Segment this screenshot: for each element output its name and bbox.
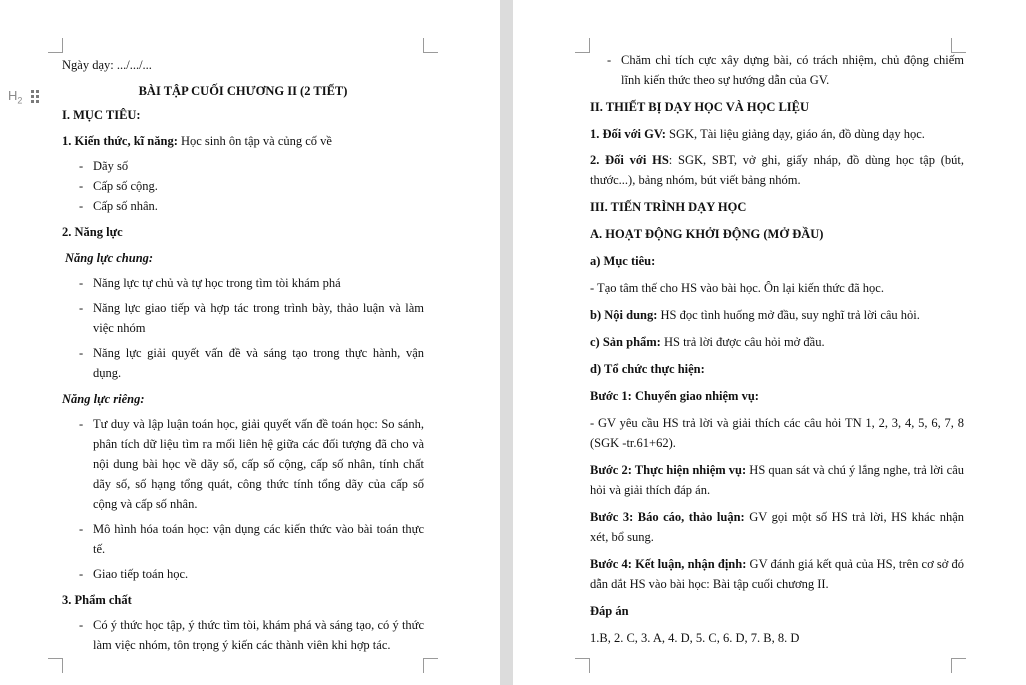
list-item: - Cấp số nhân.: [62, 196, 424, 216]
step-3-label: Bước 3: Báo cáo, thảo luận:: [590, 510, 745, 524]
step-3: [590, 507, 964, 547]
teacher-materials: [590, 124, 964, 144]
heading-letter: H: [8, 88, 18, 103]
section-qualities: 3. Phẩm chất: [62, 593, 132, 607]
answers-heading: Đáp án: [590, 604, 629, 618]
student-materials: [590, 150, 964, 190]
lesson-title: BÀI TẬP CUỐI CHƯƠNG II (2 TIẾT): [138, 84, 348, 98]
heading-style-indicator[interactable]: [8, 89, 22, 108]
date-line: Ngày dạy: .../.../...: [62, 58, 152, 72]
product-c-text: HS trả lời được câu hỏi mở đầu.: [660, 335, 825, 349]
objective-a-text: - Tạo tâm thế cho HS vào bài học. Ôn lại kiến thức đã học.: [590, 281, 884, 295]
section-objectives: I. MỤC TIÊU:: [62, 108, 141, 122]
crop-mark-top-right: [423, 38, 438, 53]
crop-mark-bottom-left: [575, 658, 590, 673]
product-c-label: c) Sản phẩm:: [590, 335, 661, 349]
step-4-label: Bước 4: Kết luận, nhận định:: [590, 557, 747, 571]
right-page-content[interactable]: [590, 50, 964, 648]
answers-text: 1.B, 2. C, 3. A, 4. D, 5. C, 6. D, 7. B, 8. D: [590, 631, 800, 645]
step-1-heading: Bước 1: Chuyển giao nhiệm vụ:: [590, 389, 759, 403]
student-text: : SGK, SBT, vở ghi, giấy nháp, đồ dùng học tập (bút, thước...), bảng nhóm, bút viết bảng nhóm.: [590, 153, 964, 187]
knowledge-paragraph: [62, 131, 424, 151]
activity-heading: A. HOẠT ĐỘNG KHỞI ĐỘNG (MỞ ĐẦU): [590, 227, 824, 241]
teacher-label: 1. Đối với GV:: [590, 127, 666, 141]
content-b: [590, 305, 964, 325]
crop-mark-top-left: [48, 38, 63, 53]
list-item: - Năng lực giải quyết vấn đề và sáng tạo trong thực hành, vận dụng.: [62, 343, 424, 383]
crop-mark-top-left: [575, 38, 590, 53]
step-2-text: HS quan sát và chú ý lắng nghe, trả lời câu hỏi và giải thích đáp án.: [590, 463, 964, 497]
step-1-text: - GV yêu cầu HS trả lời và giải thích các câu hỏi TN 1, 2, 3, 4, 5, 6, 7, 8 (SGK -tr.61+62).: [590, 416, 964, 450]
specific-competency-heading: Năng lực riêng:: [62, 392, 145, 406]
list-item: - Dãy số: [62, 156, 424, 176]
list-item: - Giao tiếp toán học.: [62, 564, 424, 584]
list-item: - Năng lực giao tiếp và hợp tác trong trình bày, thảo luận và làm việc nhóm: [62, 298, 424, 338]
crop-mark-bottom-right: [951, 658, 966, 673]
step-2-label: Bước 2: Thực hiện nhiệm vụ:: [590, 463, 747, 477]
section-procedure: III. TIẾN TRÌNH DẠY HỌC: [590, 200, 747, 214]
knowledge-label: 1. Kiến thức, kĩ năng:: [62, 134, 178, 148]
step-4-text: GV đánh giá kết quả của HS, trên cơ sở đó dẫn dắt HS vào bài học: Bài tập cuối chương II.: [590, 557, 964, 591]
teacher-text: SGK, Tài liệu giảng dạy, giáo án, đồ dùng dạy học.: [665, 127, 925, 141]
knowledge-text: Học sinh ôn tập và củng cố về: [177, 134, 332, 148]
objective-a: a) Mục tiêu:: [590, 254, 656, 268]
implementation-d: d) Tổ chức thực hiện:: [590, 362, 705, 376]
drag-handle-icon[interactable]: [31, 90, 39, 104]
crop-mark-bottom-right: [423, 658, 438, 673]
left-page-content[interactable]: [62, 55, 424, 655]
list-item: - Năng lực tự chủ và tự học trong tìm tòi khám phá: [62, 273, 424, 293]
list-item: - Mô hình hóa toán học: vận dụng các kiến thức vào bài toán thực tế.: [62, 519, 424, 559]
list-item: - Cấp số cộng.: [62, 176, 424, 196]
list-item: - Có ý thức học tập, ý thức tìm tòi, khám phá và sáng tạo, có ý thức làm việc nhóm, tôn trọng ý kiến các thành viên khi hợp tác.: [62, 615, 424, 655]
step-2: [590, 460, 964, 500]
crop-mark-bottom-left: [48, 658, 63, 673]
general-competency-heading: Năng lực chung:: [65, 251, 154, 265]
heading-level: 2: [17, 95, 23, 106]
section-equipment: II. THIẾT BỊ DẠY HỌC VÀ HỌC LIỆU: [590, 100, 810, 114]
step-3-text: GV gọi một số HS trả lời, HS khác nhận xét, bổ sung.: [590, 510, 964, 544]
content-b-label: b) Nội dung:: [590, 308, 658, 322]
content-b-text: HS đọc tình huống mở đầu, suy nghĩ trả lời câu hỏi.: [657, 308, 920, 322]
section-competency: 2. Năng lực: [62, 225, 123, 239]
list-item: - Chăm chỉ tích cực xây dựng bài, có trách nhiệm, chủ động chiếm lĩnh kiến thức theo sự hướng dẫn của GV.: [590, 50, 964, 90]
document-page-right: [513, 0, 1026, 685]
product-c: [590, 332, 964, 352]
step-4: [590, 554, 964, 594]
list-item: - Tư duy và lập luận toán học, giải quyết vấn đề toán học: So sánh, phân tích dữ liệu tìm ra mối liên hệ giữa các đối tượng đã cho và nội dung bài học về dãy số, cấp số cộng, cấp số nhân, tính chất dãy số, số hạng tổng quát, công thức tính tổng dãy của cấp số cộng và cấp số nhân.: [62, 414, 424, 514]
document-page-left: [0, 0, 500, 685]
student-label: 2. Đối với HS: [590, 153, 669, 167]
